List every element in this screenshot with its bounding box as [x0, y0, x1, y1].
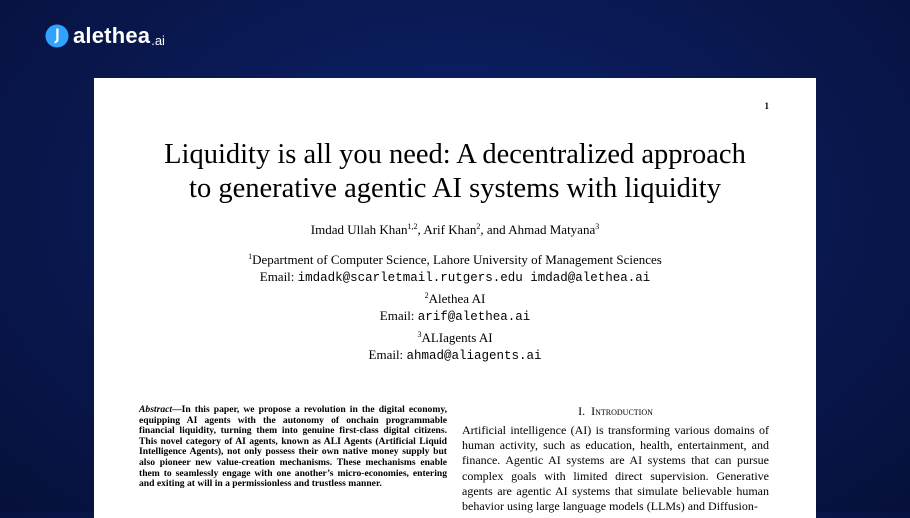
- email-label: Email:: [379, 308, 418, 323]
- page-number: 1: [764, 101, 769, 111]
- email-label: Email:: [368, 347, 407, 362]
- affiliation-name: Alethea AI: [428, 291, 486, 306]
- affiliation: [94, 251, 816, 287]
- email-address[interactable]: arif@alethea.ai: [417, 310, 531, 324]
- author-list: [94, 222, 816, 238]
- author-affiliation-mark: 3: [595, 222, 600, 231]
- brand-suffix: .ai: [151, 33, 165, 48]
- section-number: I.: [578, 404, 586, 418]
- email-address[interactable]: imdadk@scarletmail.rutgers.edu imdad@alethea.ai: [297, 271, 651, 285]
- abstract-label: Abstract: [139, 404, 173, 415]
- author-name: Arif Khan: [423, 222, 477, 237]
- email-address[interactable]: ahmad@aliagents.ai: [406, 349, 542, 363]
- author-separator: , and: [480, 222, 509, 237]
- affiliation-mark: 3: [417, 330, 422, 339]
- alethea-logo-icon: [45, 24, 69, 48]
- intro-paragraph: Artificial intelligence (AI) is transforming various domains of human activity, such as education, health, entertainment, and finance. Agentic AI systems are AI systems that can pursue complex goals with limited direct supervision. Generative agents are agentic AI systems that simulate believable human behavior using large language models (LLMs) and Diffusion-: [462, 423, 769, 514]
- author-separator: ,: [417, 222, 424, 237]
- author-affiliation-mark: 1,2: [407, 222, 418, 231]
- affiliation: [94, 290, 816, 326]
- affiliation: [94, 329, 816, 365]
- paper-page: [94, 78, 816, 518]
- author-name: Imdad Ullah Khan: [310, 222, 408, 237]
- email-label: Email:: [259, 269, 298, 284]
- author-affiliation-mark: 2: [476, 222, 481, 231]
- affiliation-mark: 1: [248, 252, 253, 261]
- affiliation-name: Department of Computer Science, Lahore University of Management Sciences: [252, 252, 662, 267]
- abstract-text: —In this paper, we propose a revolution in the digital economy, equipping AI agents with the autonomy of onchain programmable financial liquidity, turning them into genuine first-class digital citizens. This novel category of AI agents, known as ALI Agents (Artificial Liquid Intelligence Agents), not only possess their own native money supply but also pioneer new value-creation mechanisms. These mechanisms enable them to seamlessly engage with one another’s micro-economies, entering and exiting at will in a permissionless and trustless manner.: [139, 404, 447, 490]
- title-line: to generative agentic AI systems with liquidity: [189, 173, 721, 204]
- brand-name: alethea: [73, 23, 151, 48]
- affiliation-name: ALIagents AI: [421, 330, 493, 345]
- section-title: Introduction: [591, 404, 653, 418]
- title-line: Liquidity is all you need: A decentralized approach: [164, 139, 746, 170]
- section-heading: [462, 404, 769, 419]
- affiliation-mark: 2: [424, 291, 429, 300]
- abstract: [139, 405, 447, 490]
- brand-logo[interactable]: [45, 23, 165, 49]
- author-name: Ahmad Matyana: [508, 222, 596, 237]
- paper-title: [94, 138, 816, 206]
